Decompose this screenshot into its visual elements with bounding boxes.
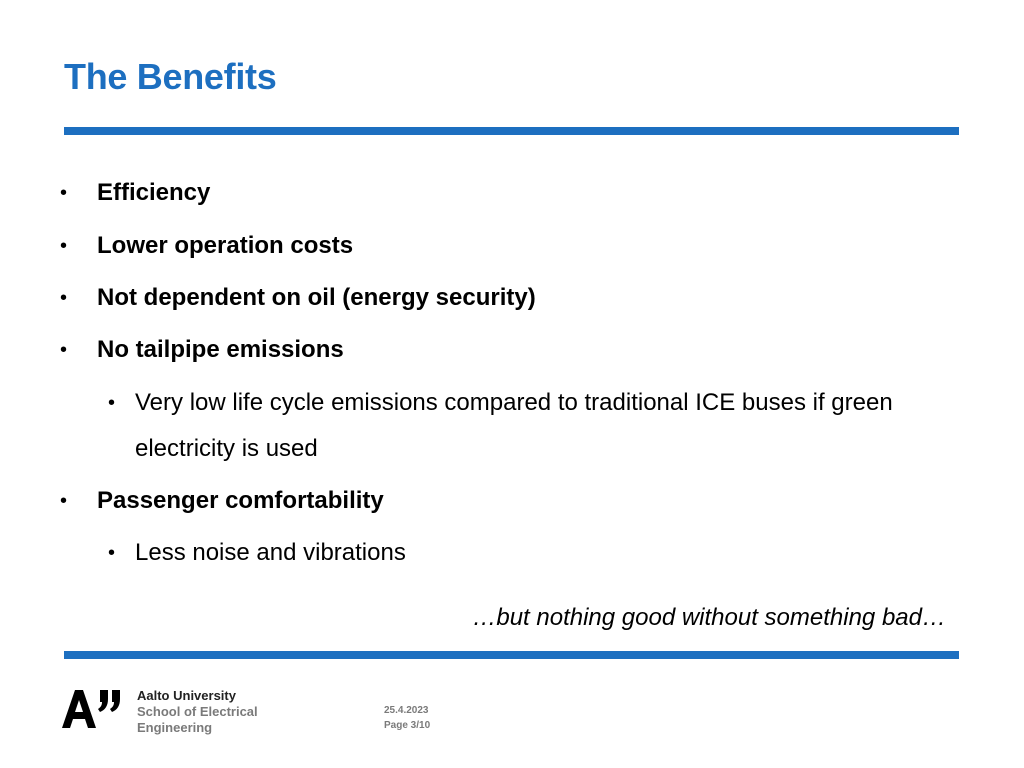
bullet-text: Very low life cycle emissions compared to traditional ICE buses if green electricity is used — [135, 389, 893, 462]
page-number: Page 3/10 — [384, 720, 431, 731]
bullet-marker: • — [108, 542, 116, 564]
university-line: Aalto University — [137, 688, 236, 703]
bullet-marker: • — [60, 490, 68, 512]
slide-title: The Benefits — [64, 56, 277, 97]
bullet-marker: • — [60, 339, 68, 361]
bullet-marker: • — [60, 287, 68, 309]
school-line: Engineering — [137, 720, 213, 735]
tagline: …but nothing good without something bad… — [472, 604, 946, 631]
bullet-text: No tailpipe emissions — [97, 336, 344, 363]
bullet-text: Less noise and vibrations — [135, 539, 406, 566]
bullet-text: Efficiency — [97, 179, 211, 206]
slide-date: 25.4.2023 — [384, 705, 429, 716]
aalto-logo-icon — [62, 688, 126, 730]
bullet-marker: • — [108, 392, 116, 414]
bullet-text: Not dependent on oil (energy security) — [97, 284, 536, 311]
bullet-text: Lower operation costs — [97, 232, 354, 259]
university-name — [137, 688, 258, 736]
school-line: School of Electrical — [137, 704, 258, 719]
slide-meta — [384, 703, 430, 733]
bottom-divider — [64, 651, 959, 659]
top-divider — [64, 127, 959, 135]
bullet-marker: • — [60, 235, 68, 257]
bullet-text: Passenger comfortability — [97, 487, 384, 514]
bullet-marker: • — [60, 182, 68, 204]
